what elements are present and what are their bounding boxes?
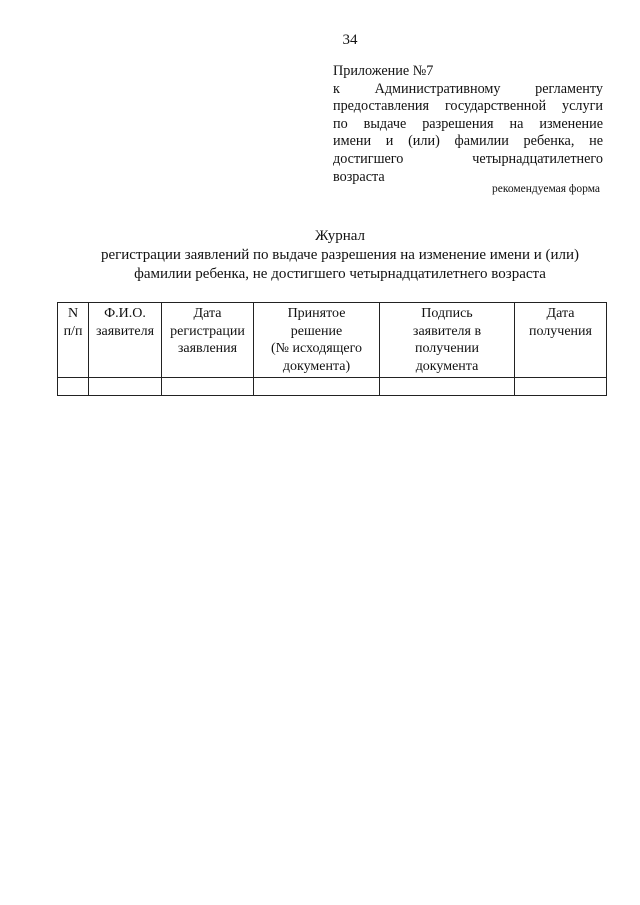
header-text: N xyxy=(67,306,79,321)
header-text: заявителя xyxy=(95,323,155,339)
header-text: решение xyxy=(290,323,343,339)
header-text: заявителя в xyxy=(412,323,482,339)
header-text: Дата xyxy=(193,306,222,321)
header-text: (№ исходящего xyxy=(270,341,363,356)
journal-subtitle-line: регистрации заявлений по выдаче разрешения на изменение имени и (или) xyxy=(100,247,580,263)
header-text: Принятое xyxy=(287,306,346,321)
table-row xyxy=(58,378,607,396)
appendix-line: возраста xyxy=(333,168,385,185)
header-cell-receipt-date xyxy=(515,303,607,378)
registration-journal-table xyxy=(57,302,607,396)
header-text: Ф.И.О. xyxy=(104,306,146,321)
header-cell-signature xyxy=(380,303,515,378)
journal-title: Журнал xyxy=(314,228,365,244)
table-cell xyxy=(380,378,515,396)
header-text: документа) xyxy=(282,358,351,374)
header-text: п/п xyxy=(63,323,83,339)
header-cell-number xyxy=(58,303,89,378)
header-cell-decision xyxy=(254,303,380,378)
appendix-line: к Административному регламенту xyxy=(333,80,603,97)
table-cell xyxy=(58,378,89,396)
header-text: Подпись xyxy=(421,306,473,321)
recommended-form-note: рекомендуемая форма xyxy=(491,183,600,195)
header-cell-applicant-name xyxy=(89,303,162,378)
table-cell xyxy=(89,378,162,396)
appendix-line: предоставления государственной услуги xyxy=(333,98,603,115)
header-text: Дата xyxy=(546,306,575,321)
table-cell xyxy=(254,378,380,396)
appendix-line: достигшего четырнадцатилетнего xyxy=(333,150,603,167)
header-cell-registration-date xyxy=(162,303,254,378)
header-text: регистрации xyxy=(170,323,245,339)
table-cell xyxy=(162,378,254,396)
appendix-block xyxy=(333,63,603,186)
header-text: получении xyxy=(414,341,480,356)
table-cell xyxy=(515,378,607,396)
appendix-heading: Приложение №7 xyxy=(333,63,434,79)
journal-subtitle-line: фамилии ребенка, не достигшего четырнадцатилетнего возраста xyxy=(134,266,546,282)
table-header-row xyxy=(58,303,607,378)
appendix-line: по выдаче разрешения на изменение xyxy=(333,115,603,132)
header-text: получения xyxy=(529,323,592,339)
header-text: заявления xyxy=(177,341,238,356)
journal-title-block xyxy=(40,227,640,284)
appendix-line: имени и (или) фамилии ребенка, не xyxy=(333,133,603,150)
header-text: документа xyxy=(415,358,479,374)
page-number: 34 xyxy=(342,32,358,48)
